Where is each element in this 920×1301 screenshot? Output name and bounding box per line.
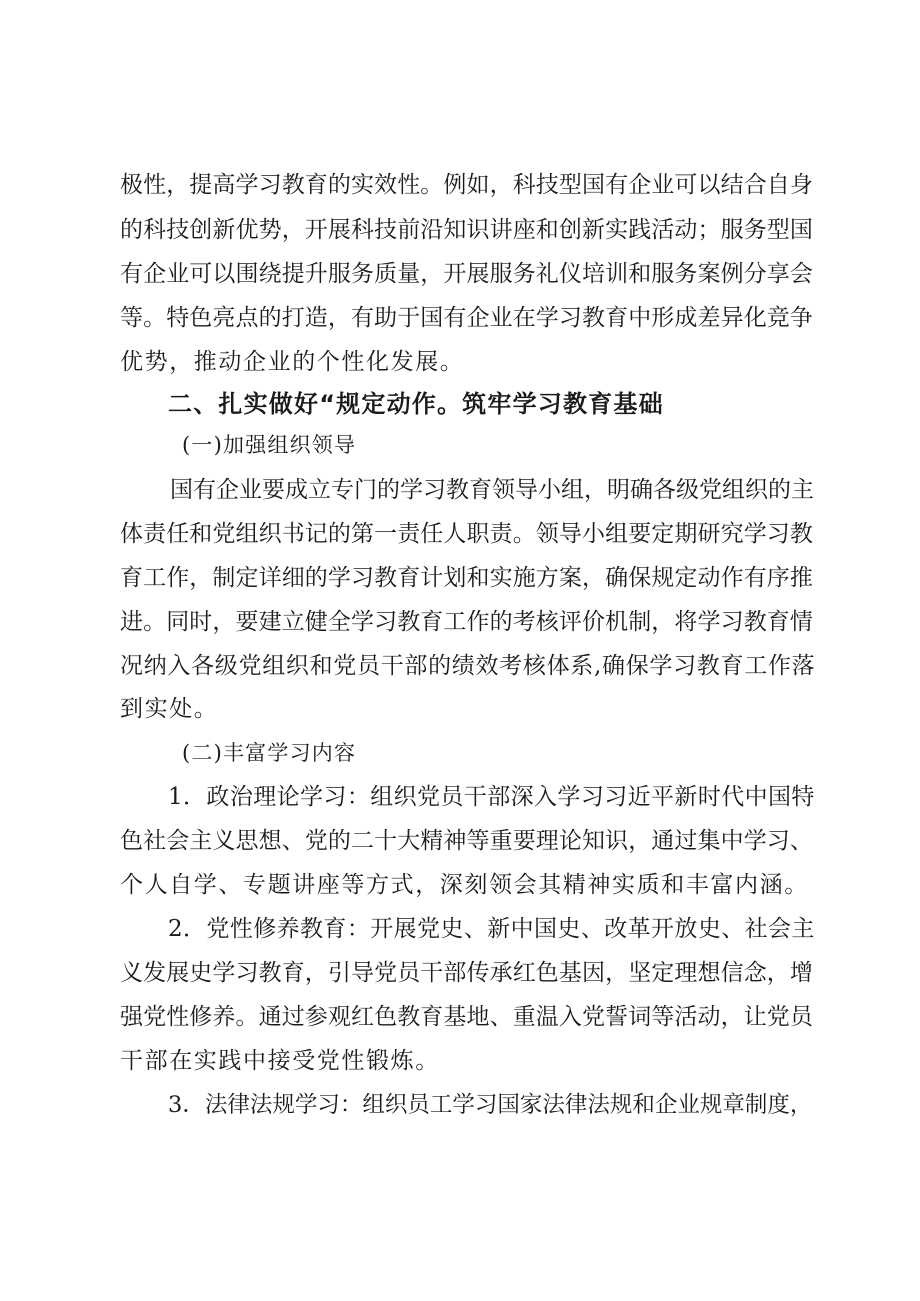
- list-item-2-line-4: 干部在实践中接受党性锻炼。: [120, 1048, 440, 1074]
- paragraph-intro-line-3: 有企业可以围绕提升服务质量，开展服务礼仪培训和服务案例分享会: [120, 261, 813, 287]
- paragraph-sub1-line-6: 到实处。: [120, 696, 219, 722]
- subsection-title-1: (一)加强组织领导: [182, 433, 357, 457]
- paragraph-sub1-line-1: 国有企业要成立专门的学习教育领导小组，明确各级党组织的主: [170, 477, 814, 503]
- paragraph-intro-line-5: 优势，推动企业的个性化发展。: [120, 349, 465, 375]
- paragraph-sub1-line-3: 育工作，制定详细的学习教育计划和实施方案，确保规定动作有序推: [120, 565, 813, 591]
- list-item-2-line-2: 义发展史学习教育，引导党员干部传承红色基因，坚定理想信念，增: [120, 960, 813, 986]
- paragraph-intro-line-2: 的科技创新优势，开展科技前沿知识讲座和创新实践活动；服务型国: [120, 217, 813, 243]
- list-item-2-line-3: 强党性修养。通过参观红色教育基地、重温入党誓词等活动，让党员: [120, 1004, 813, 1030]
- paragraph-sub1-line-4: 进。同时，要建立健全学习教育工作的考核评价机制，将学习教育情: [120, 609, 813, 635]
- paragraph-sub1-line-5: 况纳入各级党组织和党员干部的绩效考核体系,确保学习教育工作落: [120, 653, 816, 679]
- paragraph-intro-line-1: 极性，提高学习教育的实效性。例如，科技型国有企业可以结合自身: [120, 172, 813, 198]
- list-item-1-line-3: 个人自学、专题讲座等方式，深刻领会其精神实质和丰富内涵。: [120, 872, 809, 898]
- list-item-1-line-1: 1．政治理论学习：组织党员干部深入学习习近平新时代中国特: [168, 784, 815, 810]
- list-item-2-line-1: 2．党性修养教育：开展党史、新中国史、改革开放史、社会主: [168, 916, 815, 942]
- paragraph-sub1-line-2: 体责任和党组织书记的第一责任人职责。领导小组要定期研究学习教: [120, 521, 813, 547]
- list-item-1-line-2: 色社会主义思想、党的二十大精神等重要理论知识，通过集中学习、: [120, 828, 813, 854]
- list-item-3-line-1: 3．法律法规学习：组织员工学习国家法律法规和企业规章制度，: [168, 1092, 813, 1118]
- section-heading: 二、扎实做好“规定动作。筑牢学习教育基础: [168, 390, 664, 418]
- paragraph-intro-line-4: 等。特色亮点的打造，有助于国有企业在学习教育中形成差异化竞争: [120, 305, 813, 331]
- subsection-title-2: (二)丰富学习内容: [182, 741, 357, 765]
